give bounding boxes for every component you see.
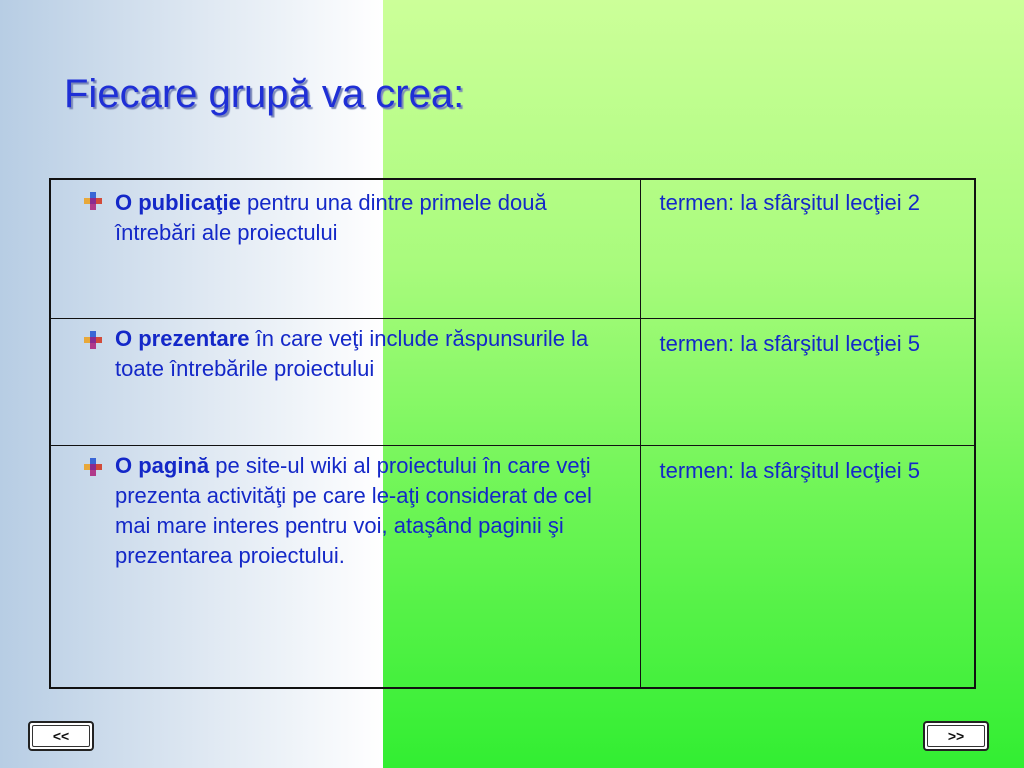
slide-title: Fiecare grupă va crea: bbox=[64, 72, 465, 116]
deadline-text: termen: la sfârşitul lecţiei 5 bbox=[659, 457, 920, 483]
next-slide-button[interactable] bbox=[923, 721, 989, 751]
deadline-cell bbox=[640, 318, 975, 445]
tasks-table bbox=[49, 178, 976, 689]
task-description-cell bbox=[50, 179, 640, 318]
task-description: pe site-ul wiki al proiectului în care veţi prezenta activităţi pe care le-aţi considerat de cel mai mare interes pentru voi, ataşând paginii şi prezentarea proiectului. bbox=[115, 452, 592, 568]
square-bullet-icon bbox=[84, 331, 102, 349]
table-row bbox=[50, 179, 975, 318]
task-description: pentru una dintre primele două întrebări ale proiectului bbox=[115, 190, 547, 245]
task-title: O publicaţie bbox=[115, 190, 241, 215]
task-description: în care veţi include răspunsurile la toate întrebările proiectului bbox=[115, 325, 589, 381]
deadline-text: termen: la sfârşitul lecţiei 2 bbox=[659, 190, 920, 215]
table-row bbox=[50, 318, 975, 445]
previous-slide-button[interactable] bbox=[28, 721, 94, 751]
task-description-cell bbox=[50, 318, 640, 445]
square-bullet-icon bbox=[84, 458, 102, 476]
table-row bbox=[50, 445, 975, 688]
previous-slide-label: << bbox=[32, 725, 90, 747]
task-title: O pagină bbox=[115, 452, 210, 478]
square-bullet-icon bbox=[84, 192, 102, 210]
next-slide-label: >> bbox=[927, 725, 985, 747]
deadline-cell bbox=[640, 445, 975, 688]
task-description-cell bbox=[50, 445, 640, 688]
task-title: O prezentare bbox=[115, 325, 250, 351]
deadline-text: termen: la sfârşitul lecţiei 5 bbox=[659, 330, 920, 356]
deadline-cell bbox=[640, 179, 975, 318]
